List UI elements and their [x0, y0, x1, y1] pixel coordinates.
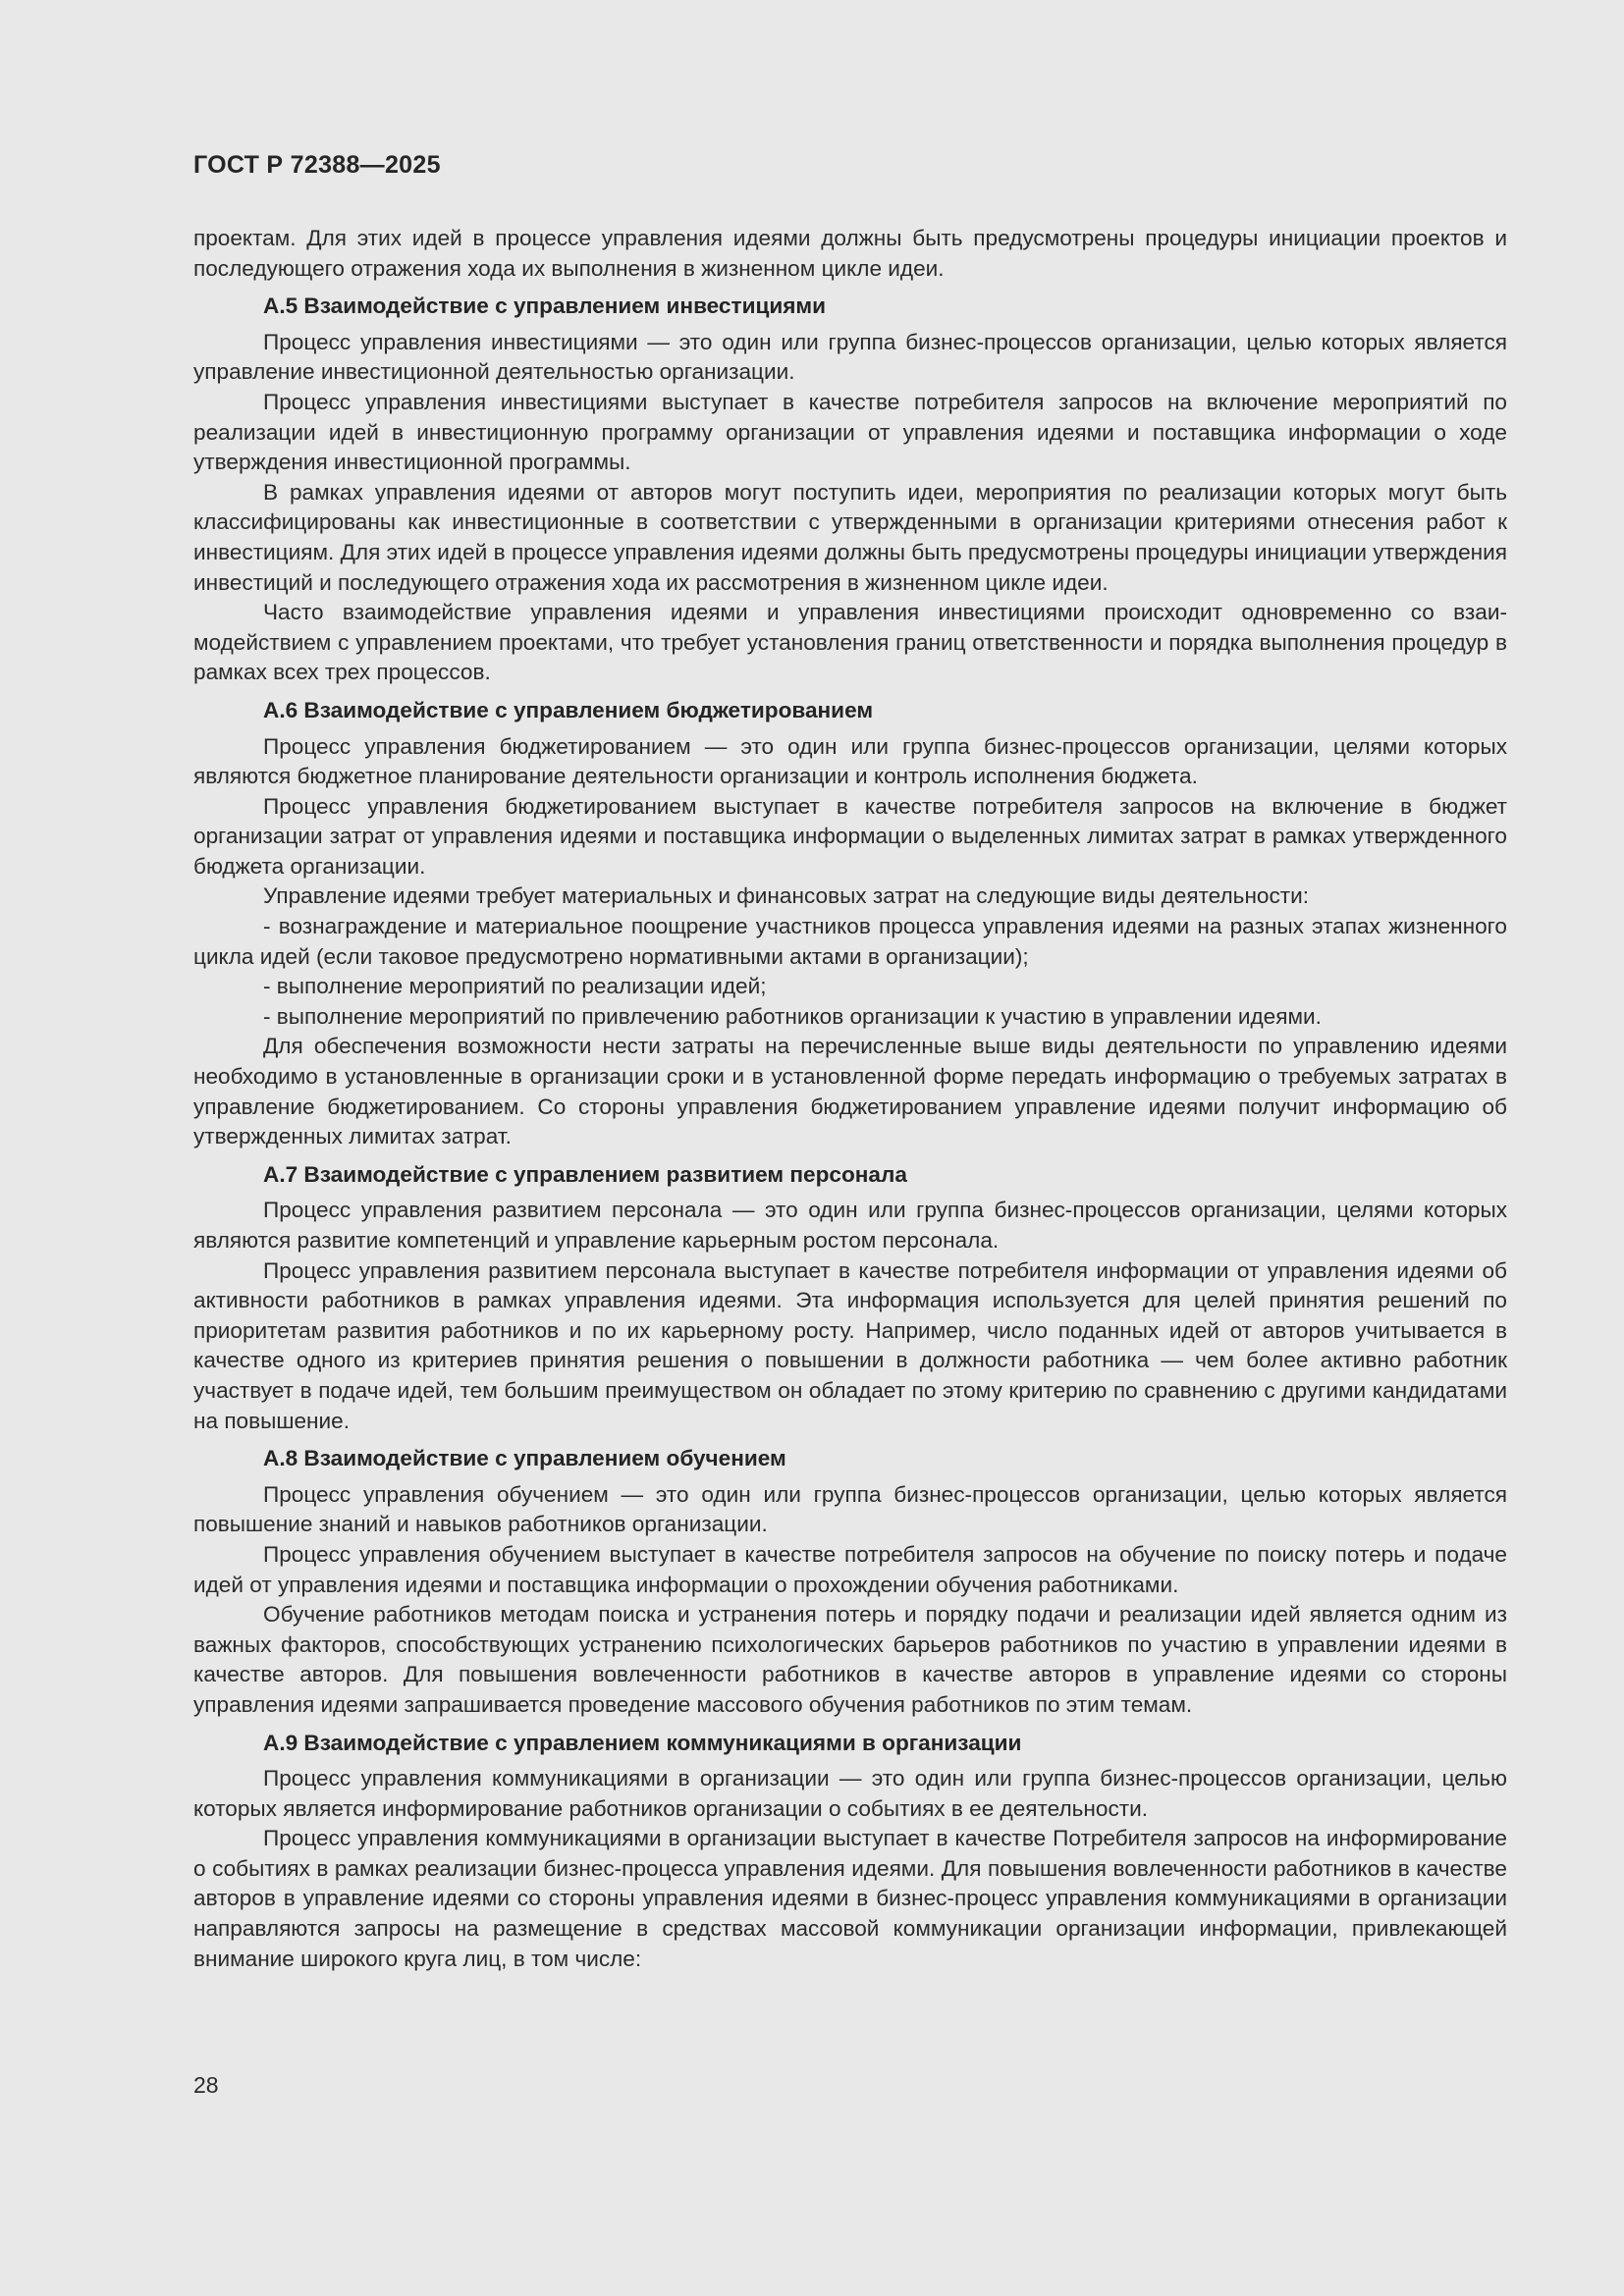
document-body: [193, 224, 1507, 1974]
paragraph: Процесс управления коммуникациями в организации — это один или группа бизнес-процессов организации, целью которых является информирование работников организации о событиях в ее деятельности.: [193, 1766, 1507, 1821]
paragraph: Управление идеями требует материальных и финансовых затрат на следующие виды деятельности:: [263, 883, 1310, 909]
section-heading-a6: А.6 Взаимодействие с управлением бюджетированием: [263, 697, 874, 722]
paragraph: Часто взаимодействие управления идеями и управления инвестициями происходит одновременно со взаимодействием с управлением проектами, что требует установления границ ответственности и порядка выполнения процедур в рамках всех трех процессов.: [193, 600, 1507, 685]
page-number: 28: [193, 2072, 219, 2098]
paragraph: Процесс управления бюджетированием выступает в качестве потребителя запросов на включение в бюджет организации затрат от управления идеями и поставщика информации о выделенных лимитах затрат в рамках утвержденного бюджета организации.: [193, 793, 1507, 879]
section-heading-a8: А.8 Взаимодействие с управлением обучением: [263, 1446, 786, 1471]
paragraph: Процесс управления бюджетированием — это один или группа бизнес-процессов организации, целями которых являются бюджетное планирование деятельности организации и контроль исполнения бюджета.: [193, 733, 1507, 789]
paragraph: В рамках управления идеями от авторов могут поступить идеи, мероприятия по реализации которых могут быть классифицированы как инвестиционные в соответствии с утвержденными в организации критериями отнесения работ к инвестициям. Для этих идей в процессе управления идеями должны быть предусмотрены процедуры инициации утверждения инвестиций и последующего отражения хода их рассмотрения в жизненном цикле идеи.: [193, 479, 1507, 595]
list-item: - выполнение мероприятий по привлечению работников организации к участию в управлении идеями.: [263, 1003, 1322, 1029]
section-heading-a9: А.9 Взаимодействие с управлением коммуникациями в организации: [263, 1730, 1022, 1755]
section-heading-a7: А.7 Взаимодействие с управлением развитием персонала: [263, 1161, 907, 1187]
paragraph: Для обеспечения возможности нести затраты на перечисленные выше виды деятельности по управлению идеями необходимо в установленные в организации сроки и в установленной форме передать информацию о требуемых затратах в управление бюджетированием. Со стороны управления бюджетированием управление идеями получит информацию об утвержденных лимитах затрат.: [193, 1034, 1507, 1149]
paragraph: Процесс управления инвестициями выступает в качестве потребителя запросов на включение мероприятий по реализации идей в инвестиционную программу организации от управления идеями и поставщика информации о ходе утверждения инвестиционной программы.: [193, 389, 1507, 475]
paragraph: проектам. Для этих идей в процессе управления идеями должны быть предусмотрены процедуры инициации проектов и последующего отражения хода их выполнения в жизненном цикле идеи.: [193, 226, 1507, 281]
paragraph: Процесс управления инвестициями — это один или группа бизнес-процессов организации, целью которых является управление инвестиционной деятельностью организации.: [193, 329, 1507, 385]
paragraph: Процесс управления обучением выступает в качестве потребителя запросов на обучение по поиску потерь и подаче идей от управления идеями и поставщика информации о прохождении обучения работниками.: [193, 1541, 1507, 1597]
section-heading-a5: А.5 Взаимодействие с управлением инвестициями: [263, 294, 827, 319]
paragraph: Процесс управления коммуникациями в организации выступает в качестве Потребителя запросов на информирование о событиях в рамках реализации бизнес-процесса управления идеями. Для повышения вовлеченности работников в качестве авторов в управление идеями со стороны управления идеями в бизнес-процесс управления коммуникациями в организации направляются запросы на размещение в средствах массовой коммуникации организации информации, привлекающей внимание широкого круга лиц, в том числе:: [193, 1826, 1507, 1971]
paragraph: Процесс управления развитием персонала — это один или группа бизнес-процессов организации, целями которых являются развитие компетенций и управление карьерным ростом персонала.: [193, 1198, 1507, 1253]
paragraph: Процесс управления развитием персонала выступает в качестве потребителя информации от управления идеями об активности работников в рамках управления идеями. Эта информация используется для целей принятия решений по приоритетам развития работников и по их карьерному росту. Например, число поданных идей от авторов учитывается в качестве одного из критериев принятия решения о повышении в должности работника — чем более активно работник участвует в подаче идей, тем большим преимуществом он обладает по этому критерию по сравнению с другими кандидатами на повышение.: [193, 1257, 1507, 1433]
document-header: ГОСТ Р 72388—2025: [193, 151, 441, 179]
paragraph: Обучение работников методам поиска и устранения потерь и порядку подачи и реализации идей является одним из важных факторов, способствующих устранению психологических барьеров работников по участию в управлении идеями в качестве авторов. Для повышения вовлеченности работников в качестве авторов в управление идеями со стороны управления идеями запрашивается проведение массового обучения работников по этим темам.: [193, 1602, 1507, 1717]
list-item: - вознаграждение и материальное поощрение участников процесса управления идеями на разных этапах жизненного цикла идей (если таковое предусмотрено нормативными актами в организации);: [193, 914, 1507, 969]
paragraph: Процесс управления обучением — это один или группа бизнес-процессов организации, целью которых является повышение знаний и навыков работников организации.: [193, 1481, 1507, 1537]
list-item: - выполнение мероприятий по реализации идей;: [263, 974, 767, 999]
